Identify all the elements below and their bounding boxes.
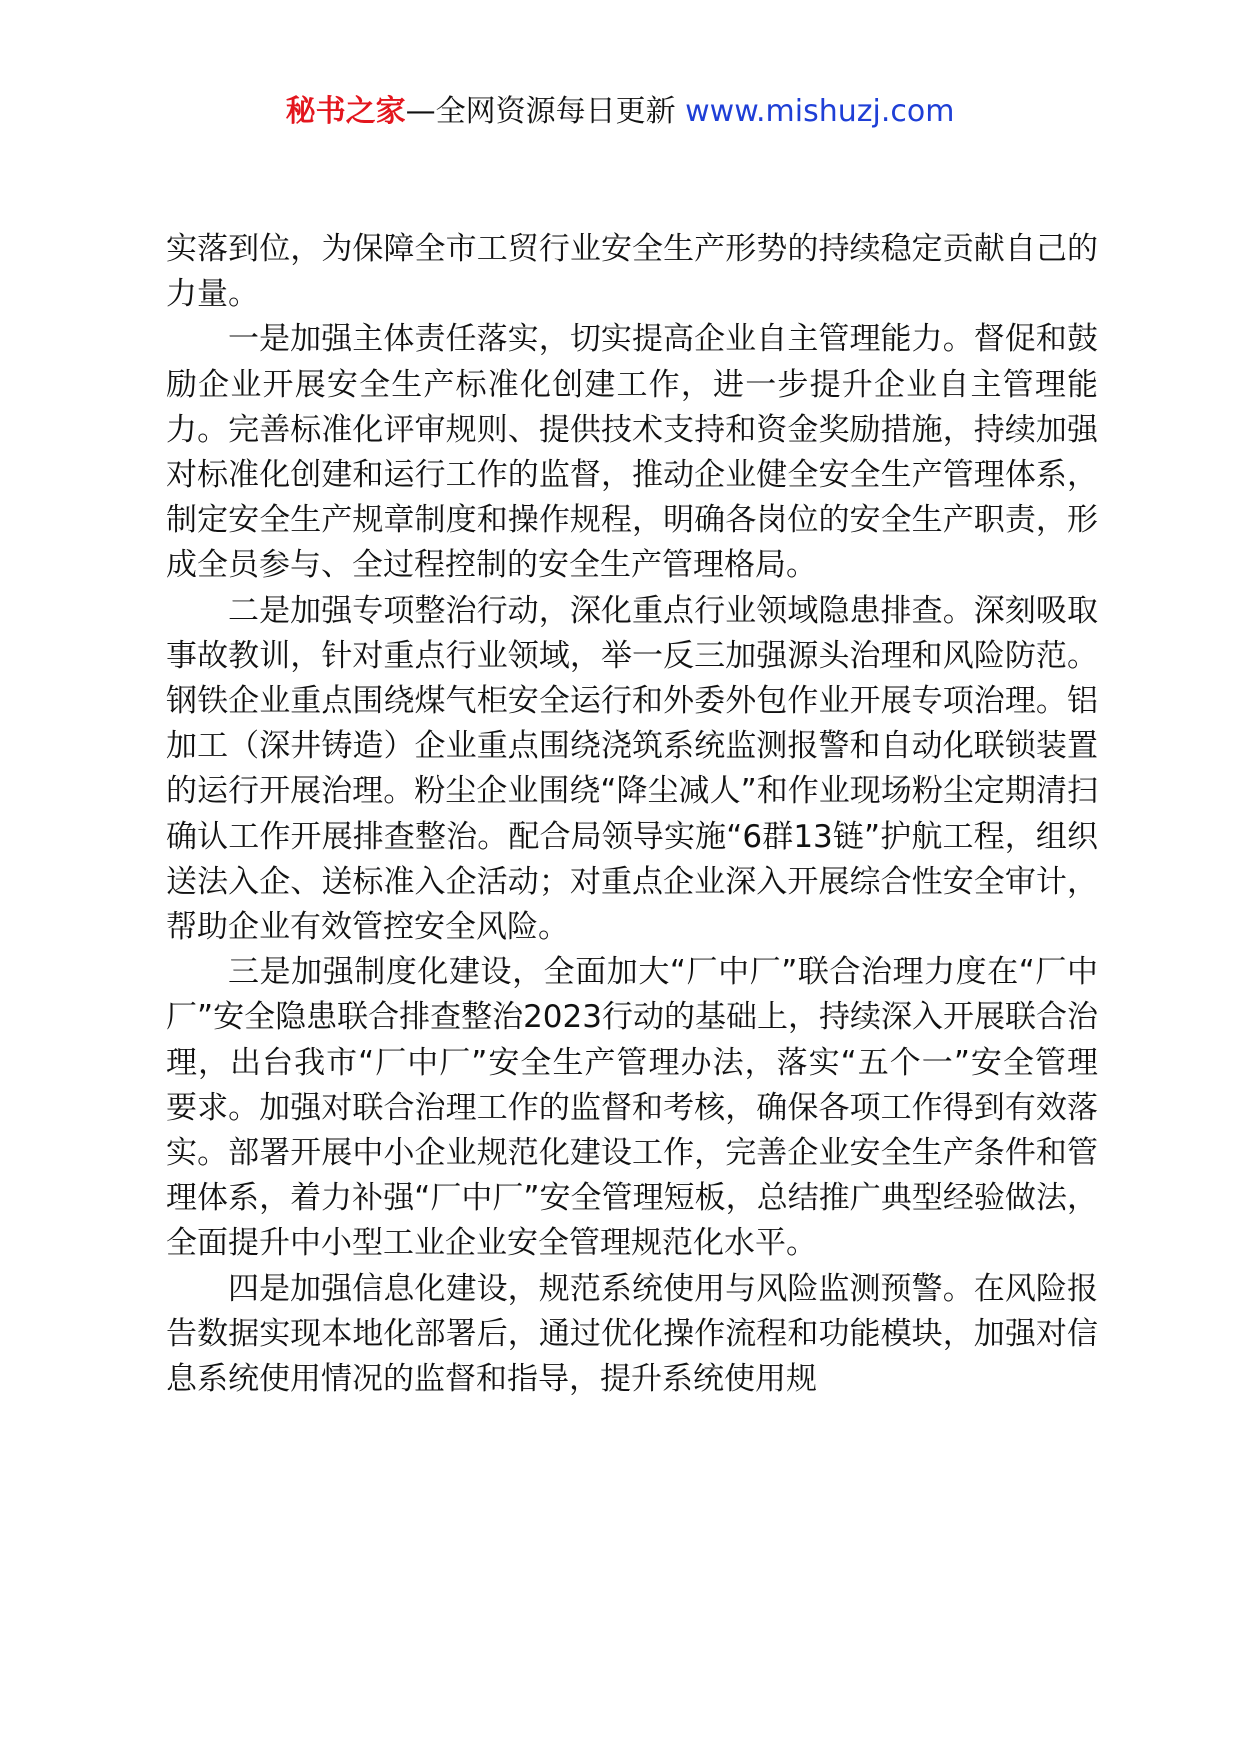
paragraph-4: 四是加强信息化建设，规范系统使用与风险监测预警。在风险报告数据实现本地化部署后，通过优化操作流程和功能模块，加强对信息系统使用情况的监督和指导，提升系统使用规 xyxy=(166,1270,1098,1398)
document-body xyxy=(166,227,1098,1402)
paragraph-3: 三是加强制度化建设，全面加大“厂中厂”联合治理力度在“厂中厂”安全隐患联合排查整治2023行动的基础上，持续深入开展联合治理，出台我市“厂中厂”安全生产管理办法，落实“五个一”安全管理要求。加强对联合治理工作的监督和考核，确保各项工作得到有效落实。部署开展中小企业规范化建设工作，完善企业安全生产条件和管理体系，着力补强“厂中厂”安全管理短板，总结推广典型经验做法，全面提升中小型工业企业安全管理规范化水平。 xyxy=(166,954,1098,1262)
paragraph-2: 二是加强专项整治行动，深化重点行业领域隐患排查。深刻吸取事故教训，针对重点行业领域，举一反三加强源头治理和风险防范。钢铁企业重点围绕煤气柜安全运行和外委外包作业开展专项治理。铝加工（深井铸造）企业重点围绕浇筑系统监测报警和自动化联锁装置的运行开展治理。粉尘企业围绕“降尘减人”和作业现场粉尘定期清扫确认工作开展排查整治。配合局领导实施“6群13链”护航工程，组织送法入企、送标准入企活动；对重点企业深入开展综合性安全审计，帮助企业有效管控安全风险。 xyxy=(166,592,1098,946)
paragraph-1: 一是加强主体责任落实，切实提高企业自主管理能力。督促和鼓励企业开展安全生产标准化创建工作，进一步提升企业自主管理能力。完善标准化评审规则、提供技术支持和资金奖励措施，持续加强对标准化创建和运行工作的监督，推动企业健全安全生产管理体系，制定安全生产规章制度和操作规程，明确各岗位的安全生产职责，形成全员参与、全过程控制的安全生产管理格局。 xyxy=(166,321,1098,584)
site-url-link[interactable]: www.mishuzj.com xyxy=(685,94,955,129)
paragraph-continuation: 实落到位，为保障全市工贸行业安全生产形势的持续稳定贡献自己的力量。 xyxy=(166,231,1098,313)
header-tagline: —全网资源每日更新 xyxy=(405,94,686,129)
site-name: 秘书之家 xyxy=(285,94,406,129)
page-header xyxy=(0,92,1240,132)
